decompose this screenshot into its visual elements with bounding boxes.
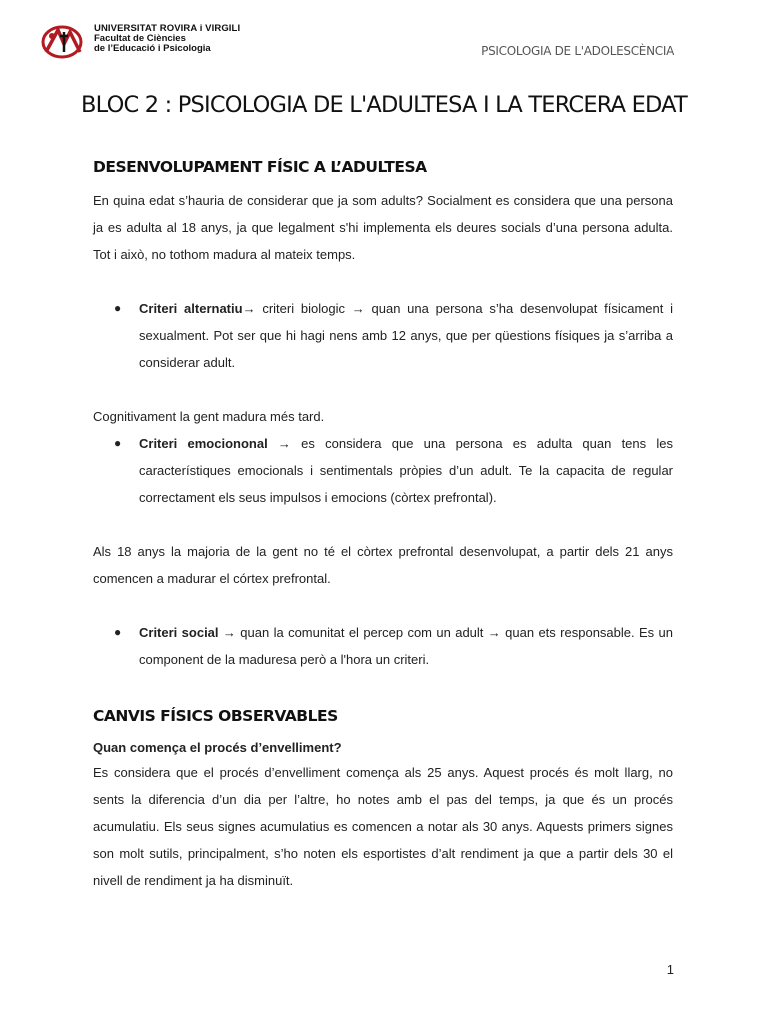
university-name-block (94, 24, 240, 54)
bullet-term: Criteri emociononal (139, 436, 268, 451)
page-header (40, 22, 674, 66)
bullet-text: → criteri biologic → quan una persona s’ha desenvolupat físicament i sexualment. Pot ser que hi hagi nens amb 12 anys, que per qüestions físiques ja s’arriba a considerar adult. (139, 301, 673, 370)
document-body (93, 156, 673, 894)
urv-emblem-icon (40, 22, 88, 60)
faculty-line-1: Facultat de Ciències (94, 33, 186, 44)
list-item (114, 430, 673, 511)
university-name: UNIVERSITAT ROVIRA i VIRGILI (94, 23, 241, 34)
bullet-icon: ● (114, 301, 122, 315)
faculty-line-2: de l’Educació i Psicologia (94, 43, 211, 54)
bullet-icon: ● (114, 436, 122, 450)
subsection-question: Quan comença el procés d’envelliment? (93, 740, 342, 755)
section-heading-physical-changes: CANVIS FÍSICS OBSERVABLES (93, 707, 338, 725)
intro-paragraph: En quina edat s’hauria de considerar que ja som adults? Socialment es considera que una persona ja es adulta al 18 anys, ja que legalment s'hi implementa els deures socials d’una persona adulta. Tot i això, no tothom madura al mateix temps. (93, 193, 673, 262)
bullet-term: Criteri alternatiu (139, 301, 243, 316)
aging-paragraph: Es considera que el procés d’envelliment comença als 25 anys. Aquest procés és molt llarg, no sents la diferencia d’un dia per l’altre, ho notes amb el pas del temps, ja que és un procés acumulatiu. Els seus signes acumulatius es comencen a notar als 30 anys. Aquests primers signes son molt sutils, principalment, s’ho noten els esportistes d’alt rendiment ja que a partir dels 30 el nivell de rendiment ja ha disminuït. (93, 765, 673, 888)
bullet-text: → quan la comunitat el percep com un adult → quan ets responsable. Es un component de la maduresa però a l'hora un criteri. (139, 625, 673, 667)
list-item (114, 619, 673, 673)
cognitive-paragraph: Cognitivament la gent madura més tard. (93, 409, 325, 424)
list-item (114, 295, 673, 376)
subject-header: PSICOLOGIA DE L'ADOLESCÈNCIA (481, 44, 674, 58)
bullet-icon: ● (114, 625, 122, 639)
bullet-term: Criteri social (139, 625, 219, 640)
page-title: BLOC 2 : PSICOLOGIA DE L'ADULTESA I LA TERCERA EDAT (81, 92, 687, 118)
page-number: 1 (666, 962, 674, 977)
section-heading-physical-development: DESENVOLUPAMENT FÍSIC A L’ADULTESA (93, 158, 427, 176)
prefrontal-paragraph: Als 18 anys la majoria de la gent no té el còrtex prefrontal desenvolupat, a partir dels 21 anys comencen a madurar el córtex prefrontal. (93, 544, 673, 586)
university-logo (40, 22, 240, 60)
bullet-text: → es considera que una persona es adulta quan tens les característiques emocionals i sentimentals pròpies d’un adult. Te la capacita de regular correctament els seus impulsos i emocions (còrtex prefrontal). (139, 436, 673, 505)
